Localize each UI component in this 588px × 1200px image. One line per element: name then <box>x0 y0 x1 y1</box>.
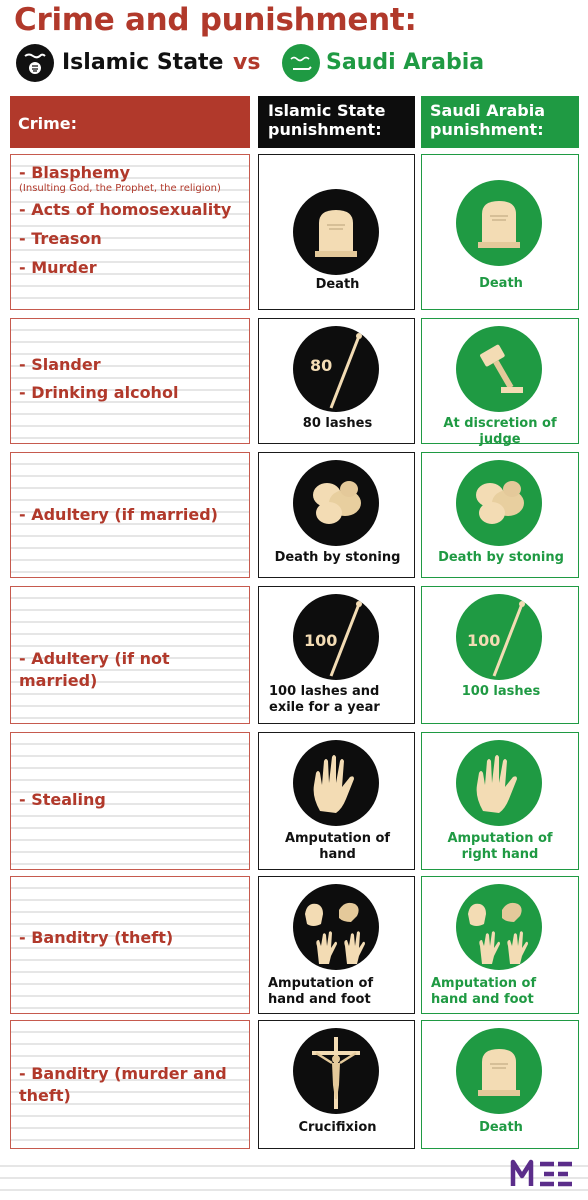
header-crime <box>10 96 250 148</box>
punishment-text: 100 lashes <box>461 684 541 699</box>
punishment-text: Death <box>479 276 523 291</box>
crime-item: - Stealing <box>19 790 106 809</box>
punishment-text: Amputation of hand <box>284 831 391 862</box>
crime-list <box>19 648 245 692</box>
stones-icon <box>456 460 542 546</box>
saudi-arabia-flag-icon <box>282 44 320 82</box>
header-islamic-state-line2: punishment: <box>268 120 382 139</box>
crime-list <box>19 789 245 811</box>
saudi-punishment-cell <box>421 1020 579 1149</box>
crime-item: - Banditry (theft) <box>19 928 174 947</box>
stones-icon <box>293 460 379 546</box>
crime-cell <box>10 586 250 724</box>
saudi-punishment-cell <box>421 732 579 870</box>
saudi-punishment-cell <box>421 318 579 447</box>
crime-item: - Banditry (murder and theft) <box>19 1064 227 1105</box>
legend <box>0 44 588 84</box>
hand-icon <box>456 740 542 826</box>
header-crime-label: Crime: <box>18 114 78 133</box>
crime-cell <box>10 318 250 444</box>
tombstone-icon <box>293 189 379 275</box>
crime-item: - Adultery (if married) <box>19 505 218 524</box>
islamic-state-punishment-cell <box>258 876 415 1014</box>
punishment-text: Death by stoning <box>438 550 564 565</box>
header-islamic-state-line1: Islamic State <box>268 101 386 120</box>
islamic-state-punishment-cell <box>258 154 415 310</box>
punishment-text: Death by stoning <box>274 550 401 565</box>
crime-item: - Blasphemy <box>19 163 131 182</box>
whip-icon <box>456 594 542 680</box>
header-islamic-state <box>258 96 415 148</box>
saudi-punishment-cell <box>421 452 579 578</box>
crime-list <box>19 1063 245 1107</box>
islamic-state-punishment-cell <box>258 452 415 578</box>
crime-item: - Slander <box>19 355 101 374</box>
legend-vs: vs <box>233 50 261 75</box>
crime-cell <box>10 732 250 870</box>
punishment-text: Death <box>315 277 360 292</box>
crime-list <box>19 504 245 526</box>
crime-list <box>19 162 245 279</box>
lash-count: 80 <box>310 356 333 375</box>
crime-cell <box>10 876 250 1014</box>
saudi-punishment-cell <box>421 586 579 724</box>
header-saudi-arabia <box>421 96 579 148</box>
saudi-punishment-cell <box>421 876 579 1014</box>
legend-islamic-state: Islamic State <box>62 50 224 75</box>
crime-cell <box>10 452 250 578</box>
page-title: Crime and punishment: <box>14 2 417 38</box>
punishment-text: Amputation of hand and foot <box>431 976 537 1007</box>
crime-item: - Acts of homosexuality <box>19 200 232 219</box>
crime-list <box>19 927 245 949</box>
punishment-text: At discretion of judge <box>443 416 557 447</box>
whip-icon <box>293 594 379 680</box>
tombstone-icon <box>456 1028 542 1114</box>
lash-count: 100 <box>467 631 501 650</box>
islamic-state-flag-icon <box>16 44 54 82</box>
tombstone-icon <box>456 180 542 266</box>
punishment-text: Crucifixion <box>298 1120 377 1135</box>
crime-item: - Murder <box>19 258 97 277</box>
legend-saudi-arabia: Saudi Arabia <box>326 50 485 75</box>
lash-count: 100 <box>304 631 338 650</box>
header-saudi-line2: punishment: <box>430 120 544 139</box>
crime-item: - Treason <box>19 229 102 248</box>
punishment-text: Amputation of hand and foot <box>268 976 374 1007</box>
crime-item: - Adultery (if not married) <box>19 649 170 690</box>
islamic-state-punishment-cell <box>258 586 415 724</box>
whip-icon <box>293 326 379 412</box>
crime-item: - Drinking alcohol <box>19 383 179 402</box>
crime-list <box>19 354 245 404</box>
islamic-state-punishment-cell <box>258 318 415 444</box>
crime-note: (Insulting God, the Prophet, the religion) <box>19 183 221 194</box>
crime-cell <box>10 154 250 310</box>
footer-band <box>0 1155 588 1200</box>
crucifix-icon <box>293 1028 379 1114</box>
saudi-punishment-cell <box>421 154 579 310</box>
hand-icon <box>293 740 379 826</box>
punishment-text: Amputation of right hand <box>447 831 553 862</box>
hand-and-foot-icon <box>456 884 542 970</box>
punishment-text: 100 lashes and exile for a year <box>269 684 380 715</box>
header-saudi-line1: Saudi Arabia <box>430 101 546 120</box>
hand-and-foot-icon <box>293 884 379 970</box>
gavel-icon <box>456 326 542 412</box>
crime-cell <box>10 1020 250 1149</box>
punishment-text: 80 lashes <box>302 416 373 431</box>
mee-logo <box>510 1158 576 1194</box>
islamic-state-punishment-cell <box>258 732 415 870</box>
islamic-state-punishment-cell <box>258 1020 415 1149</box>
punishment-text: Death <box>479 1120 523 1135</box>
